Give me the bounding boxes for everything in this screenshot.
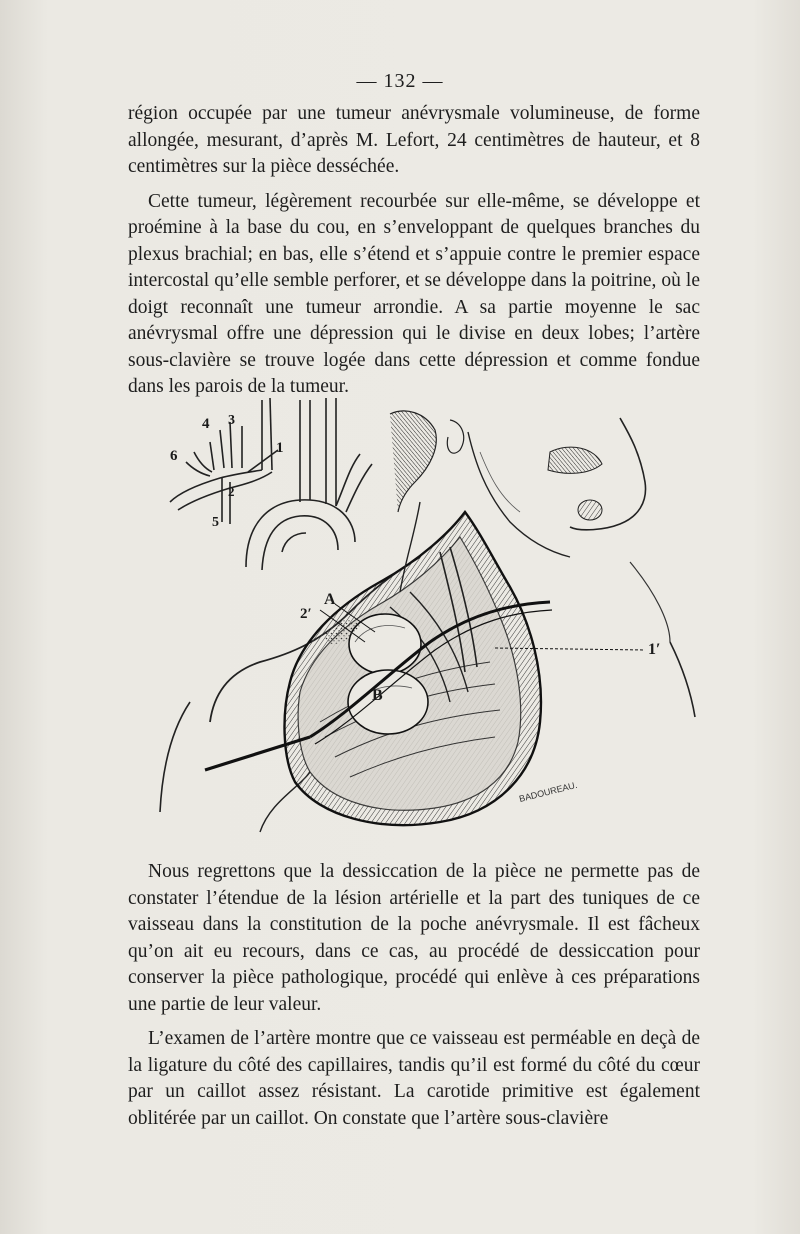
figure-label-1: 1: [276, 440, 284, 456]
figure-label-5: 5: [212, 515, 219, 530]
text-block-bottom: [128, 859, 700, 1132]
figure-illustration: [150, 392, 710, 842]
figure-label-a: A: [324, 591, 336, 608]
figure-label-4: 4: [202, 416, 210, 432]
paragraph: région occupée par une tumeur anévrysmale volumineuse, de forme allongée, mesurant, d’après M. Lefort, 24 centimètres de hauteur, et 8 centimètres sur la pièce desséchée.: [128, 103, 700, 177]
page-number: — 132 —: [356, 70, 444, 92]
aneurysm-lobe-a: [349, 614, 421, 674]
figure-label-2-prime: 2′: [300, 606, 312, 622]
aneurysm-lobe-b: [348, 670, 428, 734]
figure-label-2: 2: [228, 484, 235, 499]
paragraph: L’examen de l’artère montre que ce vaisseau est perméable en deçà de la ligature du côté des capillaires, tandis qu’il est formé du côté du cœur par un caillot assez résistant. La carotide primitive est également oblitérée par un caillot. On constate que l’artère sous-clavière: [128, 1028, 700, 1129]
figure-label-b: B: [372, 687, 383, 704]
paragraph: Nous regrettons que la dessiccation de la pièce ne permette pas de constater l’étendue de la lésion artérielle et la part des tuniques de ce vaisseau dans la constitution de la poche anévrysmale. Il est fâcheux qu’on ait eu recours, dans ce cas, au procédé de dessiccation pour conserver la pièce pathologique, procédé qui enlève à ces préparations une partie de leur valeur.: [128, 861, 700, 1015]
text-block-top: [128, 101, 700, 401]
inset-arch-diagram: [170, 398, 372, 570]
figure-label-6: 6: [170, 448, 178, 464]
anatomical-figure: [150, 392, 710, 842]
engraver-signature: BADOUREAU.: [518, 779, 579, 804]
paragraph: Cette tumeur, légèrement recourbée sur elle-même, se développe et proémine à la base du cou, en s’enveloppant de quelques branches du plexus brachial; en bas, elle s’étend et s’appuie contre le premier espace intercostal qu’elle semble perforer, et se développe dans la poitrine, où le doigt reconnaît une tumeur arrondie. A sa partie moyenne le sac anévrysmal offre une dépression qui le divise en deux lobes; l’artère sous-clavière se trouve logée dans cette dépression et comme fondue dans les parois de la tumeur.: [128, 190, 700, 397]
figure-label-3: 3: [228, 413, 235, 428]
figure-label-1-prime: 1′: [648, 641, 661, 658]
